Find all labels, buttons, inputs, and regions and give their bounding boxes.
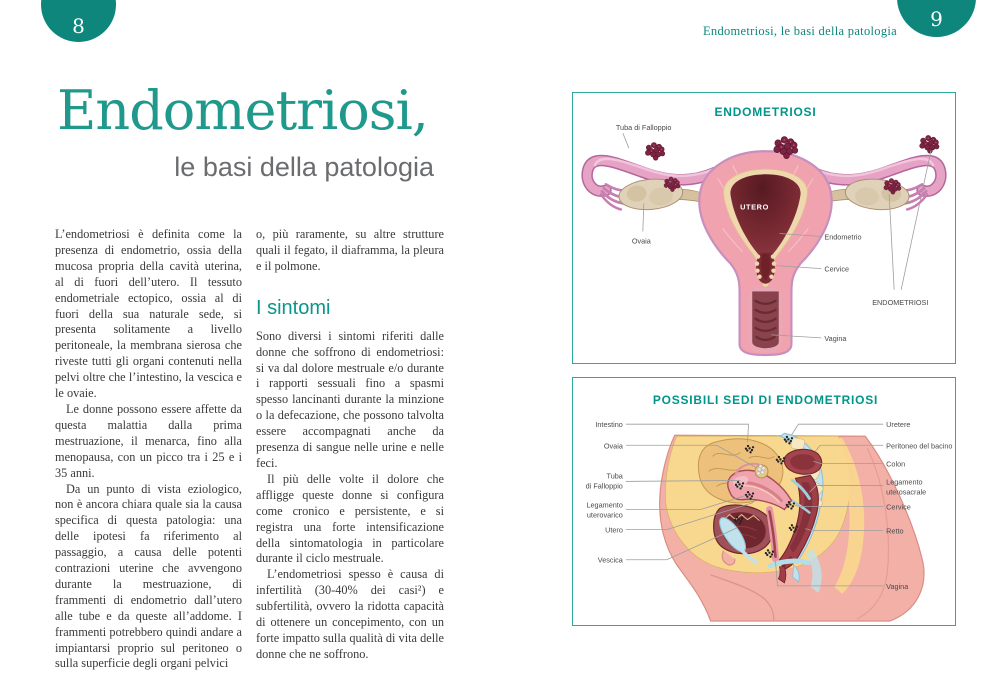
- label-tuba-di-falloppio: Tuba di Falloppio: [615, 123, 672, 133]
- pelvis-illustration: [660, 433, 927, 621]
- label-endometriosi: ENDOMETRIOSI: [872, 297, 929, 307]
- label-legamento-uterosacrale-line2: uterosacrale: [886, 487, 927, 497]
- label-legamento-uterovarico-line2: uterovarico: [586, 510, 623, 520]
- page-subtitle: le basi della patologia: [174, 152, 434, 182]
- paragraph: Sono diversi i sintomi riferiti dalle donne che soffrono di endometriosi: si va dal dolore mestruale e/o durante i rapporti sessuali fino a spasmi spesso lancinanti durante la minzione o la defecazione, che possono talvolta essere accompagnati anche da presenza di sangue nelle urine e nelle feci.: [256, 328, 444, 470]
- paragraph: o, più raramente, su altre strutture quali il fegato, il diaframma, la pleura e il polmone.: [256, 227, 444, 273]
- label-endometrio: Endometrio: [824, 232, 862, 242]
- section-heading-sintomi: I sintomi: [256, 296, 331, 319]
- label-uretere: Uretere: [886, 420, 911, 430]
- label-cervice: Cervice: [886, 502, 911, 512]
- paragraph: L’endometriosi è definita come la presenza di endometrio, ossia della mucosa propria della cavità uterina, al di fuori dell’utero. Il tessuto endometriale ectopico, ossia al di fuori della sua naturale sede, si presenta solitamente a livello peritoneale, la membrana sierosa che riveste tutti gli organi contenuti nella pelvi oltre che l’intestino, la vescica e le ovaie.: [55, 227, 242, 401]
- figure2-title: POSSIBILI SEDI DI ENDOMETRIOSI: [652, 393, 879, 408]
- paragraph: Il più delle volte il dolore che affligge queste donne si configura come cronico e persistente, e si registra una forte intensificazione della sintomatologia in particolare durante il ciclo mestruale.: [256, 471, 444, 566]
- paragraph: Le donne possono essere affette da questa malattia dalla prima mestruazione, il menarca, fino alla menopausa, con un picco tra i 25 e i 35 anni.: [55, 401, 242, 480]
- label-retto: Retto: [886, 526, 904, 536]
- page-title: Endometriosi,: [57, 79, 428, 142]
- paragraph: L’endometriosi spesso è causa di infertilità (30-40% dei casi²) e subfertilità, ovvero la ridotta capacità di ottenere un concepimento, con un forte impatto sulla qualità di vita delle donne che ne soffrono.: [256, 567, 444, 661]
- label-intestino: Intestino: [595, 420, 623, 430]
- figure1-title: ENDOMETRIOSI: [714, 105, 817, 120]
- pelvis-diagram: [573, 378, 955, 625]
- text-column-1: [55, 227, 242, 672]
- text-column-2: [256, 227, 444, 663]
- label-tuba-line2: di Falloppio: [585, 481, 623, 491]
- label-colon: Colon: [886, 459, 906, 469]
- label-utero: Utero: [605, 525, 623, 535]
- page-number-badge-left: [41, 0, 116, 42]
- label-vagina: Vagina: [824, 333, 847, 343]
- label-legamento-uterosacrale-line1: Legamento: [886, 477, 923, 487]
- utero-label: UTERO: [740, 202, 769, 212]
- running-header: Endometriosi, le basi della patologia: [702, 24, 897, 38]
- page-number-right: 9: [930, 7, 943, 31]
- label-ovaia: Ovaia: [631, 236, 651, 246]
- ovary: [755, 465, 768, 478]
- label-vescica: Vescica: [597, 555, 623, 565]
- page-number-left: 8: [72, 14, 85, 38]
- figure-endometriosi: [572, 92, 956, 364]
- label-ovaia: Ovaia: [603, 441, 623, 451]
- label-cervice: Cervice: [824, 264, 849, 274]
- label-tuba-line1: Tuba: [606, 471, 623, 481]
- uterus-diagram: [573, 93, 955, 363]
- label-legamento-uterovarico-line1: Legamento: [586, 500, 623, 510]
- vaginal-canal: [749, 288, 783, 352]
- figure-sedi-endometriosi: [572, 377, 956, 626]
- label-peritoneo-del-bacino: Peritoneo del bacino: [886, 441, 953, 451]
- page-number-badge-right: [897, 0, 976, 37]
- paragraph: Da un punto di vista eziologico, non è ancora chiara quale sia la causa specifica di questa patologia: una delle ipotesi fa riferimento al passaggio, a causa delle potenti contrazioni uterine che avvengono durante la mestruazione, di frammenti di endometrio dall’utero alle tube e da queste all’addome. I frammenti potrebbero quindi andare a impiantarsi proprio sul peritoneo o sulla superficie degli organi pelvici: [55, 481, 242, 671]
- label-vagina: Vagina: [886, 581, 909, 591]
